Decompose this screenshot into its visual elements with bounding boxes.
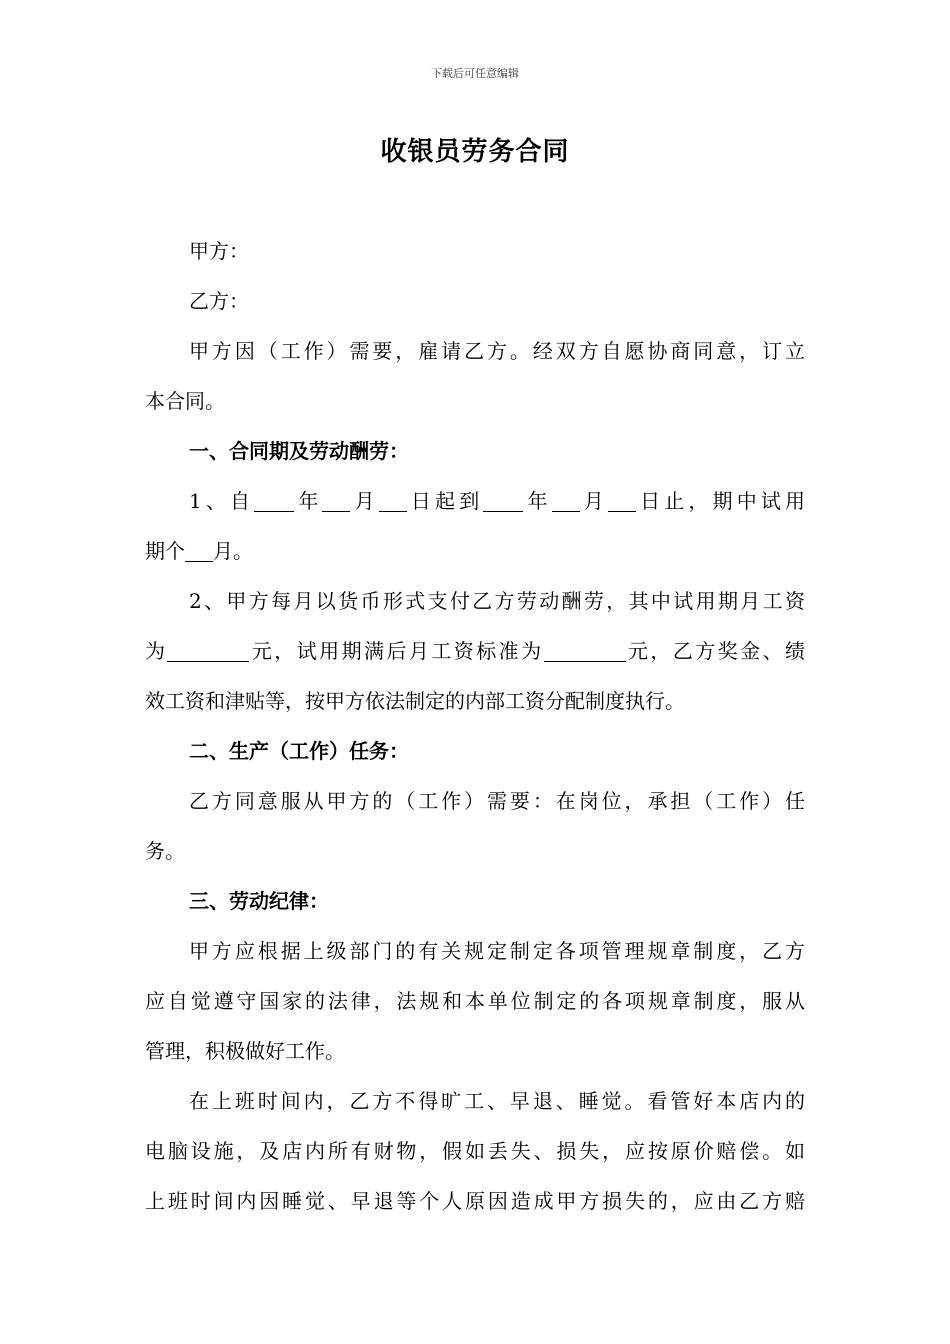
intro-line-2: 本合同。 xyxy=(145,389,225,413)
discipline-para2-line-3: 上班时间内因睡觉、早退等个人原因造成甲方损失的，应由乙方赔 xyxy=(145,1189,805,1213)
contract-body xyxy=(145,226,805,1226)
party-b-label: 乙方： xyxy=(189,289,249,313)
discipline-para2-line-1: 在上班时间内，乙方不得旷工、早退、睡觉。看管好本店内的 xyxy=(189,1089,805,1113)
document-title: 收银员劳务合同 xyxy=(380,137,570,167)
start-month-blank[interactable] xyxy=(322,489,350,512)
wage-text-a: 为 xyxy=(145,639,168,663)
end-day-blank[interactable] xyxy=(608,489,636,512)
end-year-blank[interactable] xyxy=(483,489,523,512)
task-clause-line-1: 乙方同意服从甲方的（工作）需要：在岗位，承担（工作）任 xyxy=(189,789,805,813)
wage-clause-line-1: 2、甲方每月以货币形式支付乙方劳动酬劳，其中试用期月工资 xyxy=(189,589,805,613)
term-clause-line-1 xyxy=(145,476,805,526)
regular-wage-blank[interactable] xyxy=(544,639,626,662)
probation-text: 期个 xyxy=(145,539,185,563)
intro-line-1: 甲方因（工作）需要，雇请乙方。经双方自愿协商同意，订立 xyxy=(189,339,805,363)
wage-text-b: 元，试用期满后月工资标准为 xyxy=(249,639,544,663)
wage-clause-line-2 xyxy=(145,626,805,676)
wage-clause-line-3: 效工资和津贴等，按甲方依法制定的内部工资分配制度执行。 xyxy=(145,689,685,713)
discipline-para1-line-1: 甲方应根据上级部门的有关规定制定各项管理规章制度，乙方 xyxy=(189,939,805,963)
end-month-blank[interactable] xyxy=(552,489,580,512)
term-text-month: 月 xyxy=(350,489,379,513)
start-year-blank[interactable] xyxy=(254,489,294,512)
term-text-from: 1、自 xyxy=(189,489,255,513)
header-note: 下载后可任意编辑 xyxy=(431,67,519,80)
discipline-para2-line-2: 电脑设施，及店内所有财物，假如丢失、损失，应按原价赔偿。如 xyxy=(145,1139,805,1163)
term-text-end: 日止，期中试用 xyxy=(635,489,805,513)
discipline-para1-line-3: 管理，积极做好工作。 xyxy=(145,1039,345,1063)
term-text-year: 年 xyxy=(294,489,323,513)
start-day-blank[interactable] xyxy=(379,489,407,512)
probation-month-text: 月。 xyxy=(213,539,253,563)
term-text-month-2: 月 xyxy=(579,489,608,513)
discipline-para1-line-2: 应自觉遵守国家的法律，法规和本单位制定的各项规章制度，服从 xyxy=(145,989,805,1013)
term-text-year-2: 年 xyxy=(523,489,552,513)
probation-wage-blank[interactable] xyxy=(167,639,249,662)
section-2-heading: 二、生产（工作）任务： xyxy=(189,739,409,763)
probation-months-blank[interactable] xyxy=(185,539,213,562)
wage-text-c: 元，乙方奖金、绩 xyxy=(625,639,806,663)
term-clause-line-2 xyxy=(145,526,805,576)
party-a-label: 甲方： xyxy=(189,239,249,263)
section-3-heading: 三、劳动纪律： xyxy=(189,889,329,913)
term-text-until: 日起到 xyxy=(406,489,484,513)
section-1-heading: 一、合同期及劳动酬劳： xyxy=(189,439,409,463)
task-clause-line-2: 务。 xyxy=(145,839,185,863)
